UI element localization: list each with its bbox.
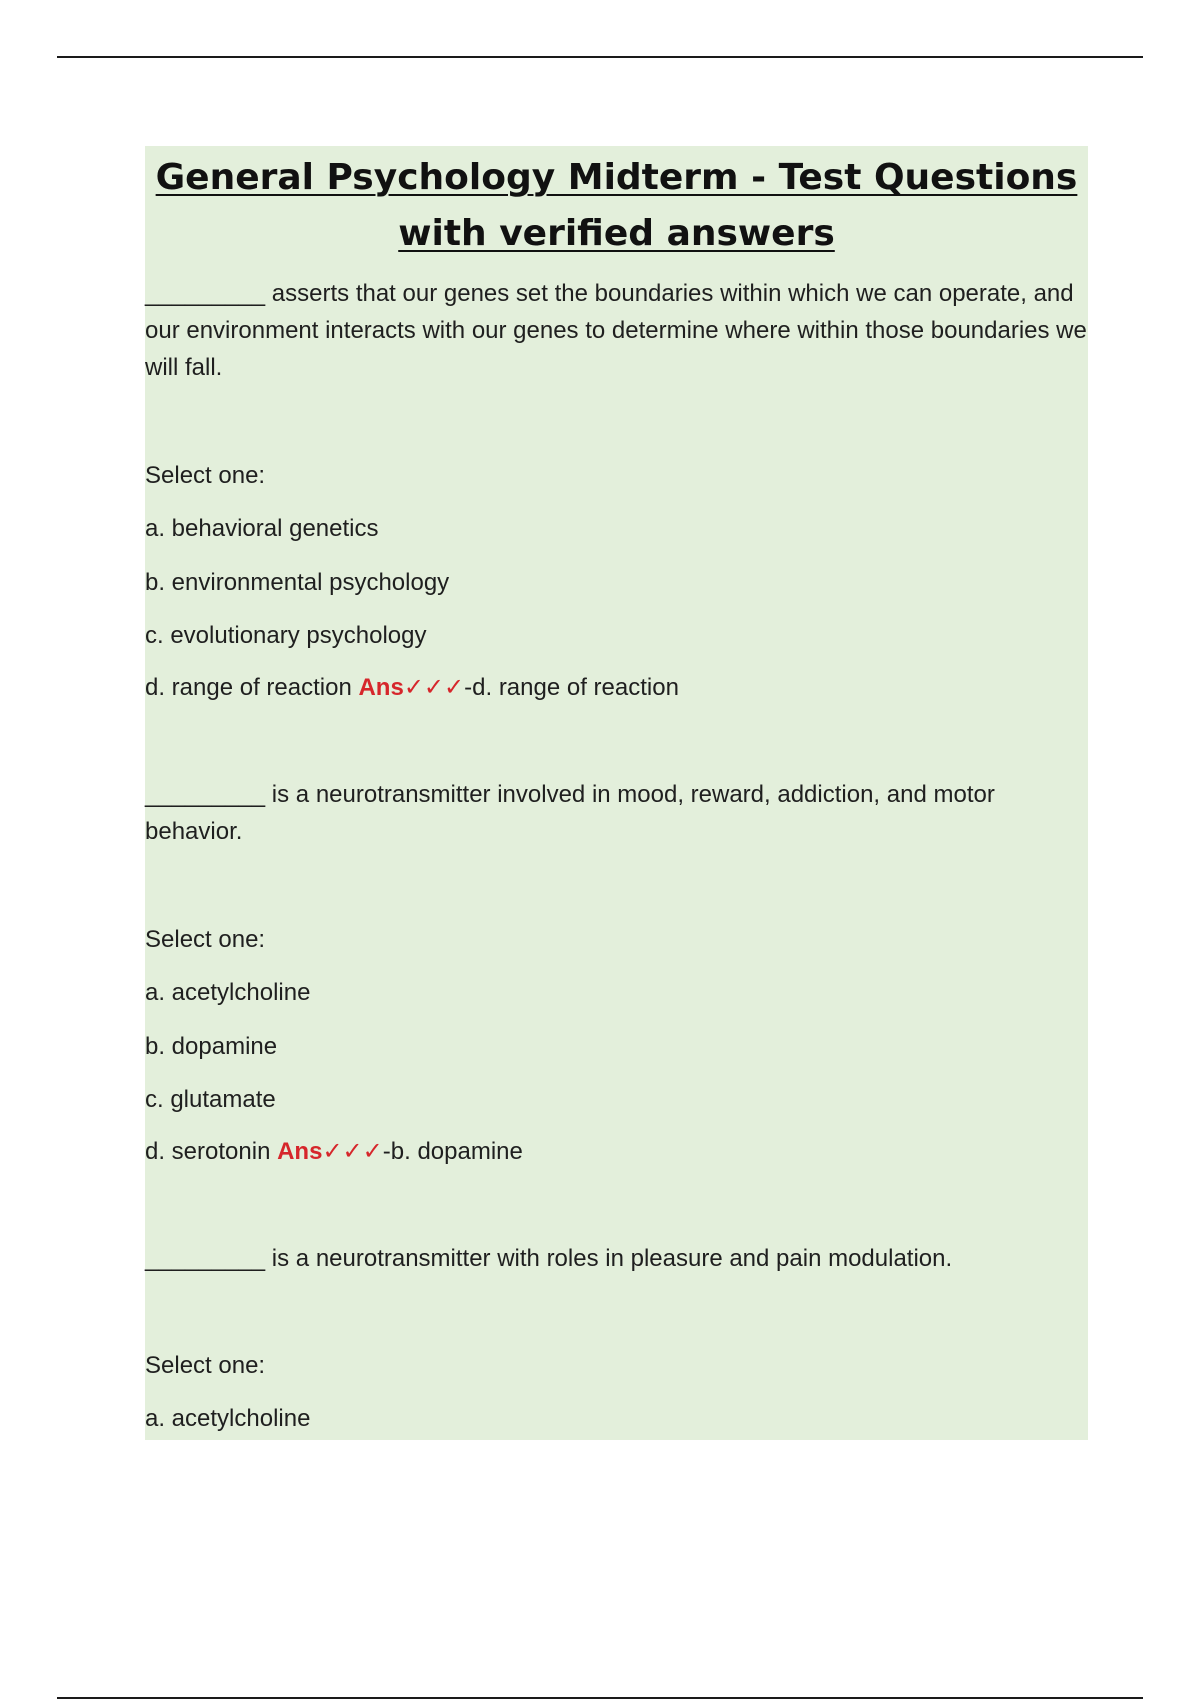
document-title: General Psychology Midterm - Test Questions with verified answers: [155, 157, 1078, 254]
question-1-check-marks: ✓✓✓: [403, 674, 465, 701]
question-2-option-b: b. dopamine: [145, 1033, 278, 1060]
question-1-answer-text: -d. range of reaction: [464, 674, 679, 701]
question-1-answer-label: Ans: [358, 674, 404, 701]
question-1-option-a: a. behavioral genetics: [145, 515, 379, 542]
question-2-answer-label: Ans: [277, 1138, 323, 1165]
question-3-option-a: a. acetylcholine: [145, 1405, 311, 1432]
question-1-option-b: b. environmental psychology: [145, 569, 450, 596]
question-2-answer-text: -b. dopamine: [382, 1138, 523, 1165]
question-1-select-label: Select one:: [145, 462, 266, 489]
question-1-option-d-text: d. range of reaction: [145, 674, 359, 701]
document-content: [145, 146, 1088, 1440]
question-2-prompt: _________ is a neurotransmitter involved in mood, reward, addiction, and motor behavior.: [145, 781, 995, 845]
question-1-option-d: [145, 673, 679, 703]
question-3-select-label: Select one:: [145, 1352, 266, 1379]
question-2-option-c: c. glutamate: [145, 1086, 276, 1113]
question-2-select-label: Select one:: [145, 926, 266, 953]
question-2-option-d-text: d. serotonin: [145, 1138, 278, 1165]
question-2-option-d: [145, 1137, 523, 1167]
question-1-option-c: c. evolutionary psychology: [145, 622, 427, 649]
header-rule: [57, 56, 1143, 58]
footer-rule: [57, 1697, 1143, 1699]
question-1-prompt: _________ asserts that our genes set the boundaries within which we can operate, and our environment interacts with our genes to determine where within those boundaries we will fall.: [145, 280, 1087, 381]
question-2-check-marks: ✓✓✓: [322, 1138, 383, 1165]
question-3-prompt: _________ is a neurotransmitter with roles in pleasure and pain modulation.: [145, 1245, 953, 1272]
question-2-option-a: a. acetylcholine: [145, 979, 311, 1006]
